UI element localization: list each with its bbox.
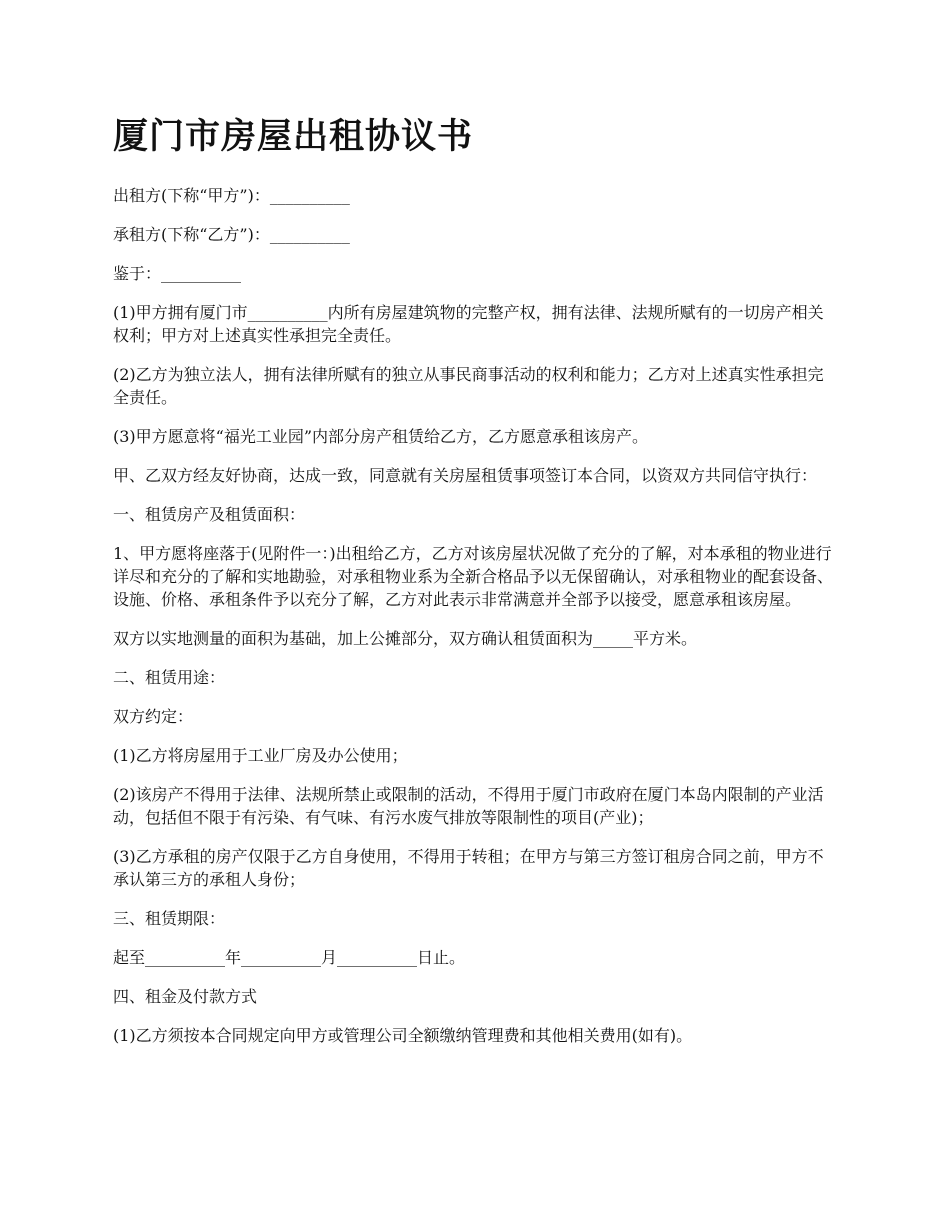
section-1-clause-1: 1、甲方愿将座落于(见附件一：)出租给乙方，乙方对该房屋状况做了充分的了解，对本承租的物业进行详尽和充分的了解和实地勘验，对承租物业系为全新合格品予以无保留确认，对承租物业的配套设备、设施、价格、承租条件予以充分了解，乙方对此表示非常满意并全部予以接受，愿意承租该房屋。 (113, 544, 834, 609)
section-3-term: 起至__________年__________月__________日止。 (113, 948, 466, 967)
recital-3: (3)甲方愿意将“福光工业园”内部分房产租赁给乙方，乙方愿意承租该房产。 (113, 427, 649, 446)
section-2-clause-2: (2)该房产不得用于法律、法规所禁止或限制的活动，不得用于厦门市政府在厦门本岛内限制的产业活动，包括但不限于有污染、有气味、有污水废气排放等限制性的项目(产业)； (113, 785, 824, 827)
section-4-heading: 四、租金及付款方式 (113, 987, 258, 1006)
document-title: 厦门市房屋出租协议书 (113, 117, 474, 157)
lessor-line: 出租方(下称“甲方”)：__________ (113, 186, 350, 205)
section-3-heading: 三、租赁期限： (113, 909, 226, 928)
section-2-heading: 二、租赁用途： (113, 668, 226, 687)
section-2-clause-3: (3)乙方承租的房产仅限于乙方自身使用，不得用于转租；在甲方与第三方签订租房合同之前，甲方不承认第三方的承租人身份； (113, 847, 824, 889)
section-1-area: 双方以实地测量的面积为基础，加上公摊部分，双方确认租赁面积为_____平方米。 (113, 629, 698, 648)
recital-2: (2)乙方为独立法人，拥有法律所赋有的独立从事民商事活动的权利和能力；乙方对上述真实性承担完全责任。 (113, 365, 824, 407)
section-2-clause-1: (1)乙方将房屋用于工业厂房及办公使用； (113, 746, 408, 765)
section-1-heading: 一、租赁房产及租赁面积： (113, 505, 306, 524)
agreement-intro: 甲、乙双方经友好协商，达成一致，同意就有关房屋租赁事项签订本合同，以资双方共同信守执行： (113, 466, 818, 485)
document-page (113, 112, 838, 1063)
section-4-clause-1: (1)乙方须按本合同规定向甲方或管理公司全额缴纳管理费和其他相关费用(如有)。 (113, 1026, 693, 1045)
section-2-intro: 双方约定： (113, 707, 194, 726)
recital-1: (1)甲方拥有厦门市__________内所有房屋建筑物的完整产权，拥有法律、法规所赋有的一切房产相关权利；甲方对上述真实性承担完全责任。 (113, 303, 824, 345)
lessee-line: 承租方(下称“乙方”)：__________ (113, 225, 350, 244)
whereas-line: 鉴于：__________ (113, 264, 242, 283)
